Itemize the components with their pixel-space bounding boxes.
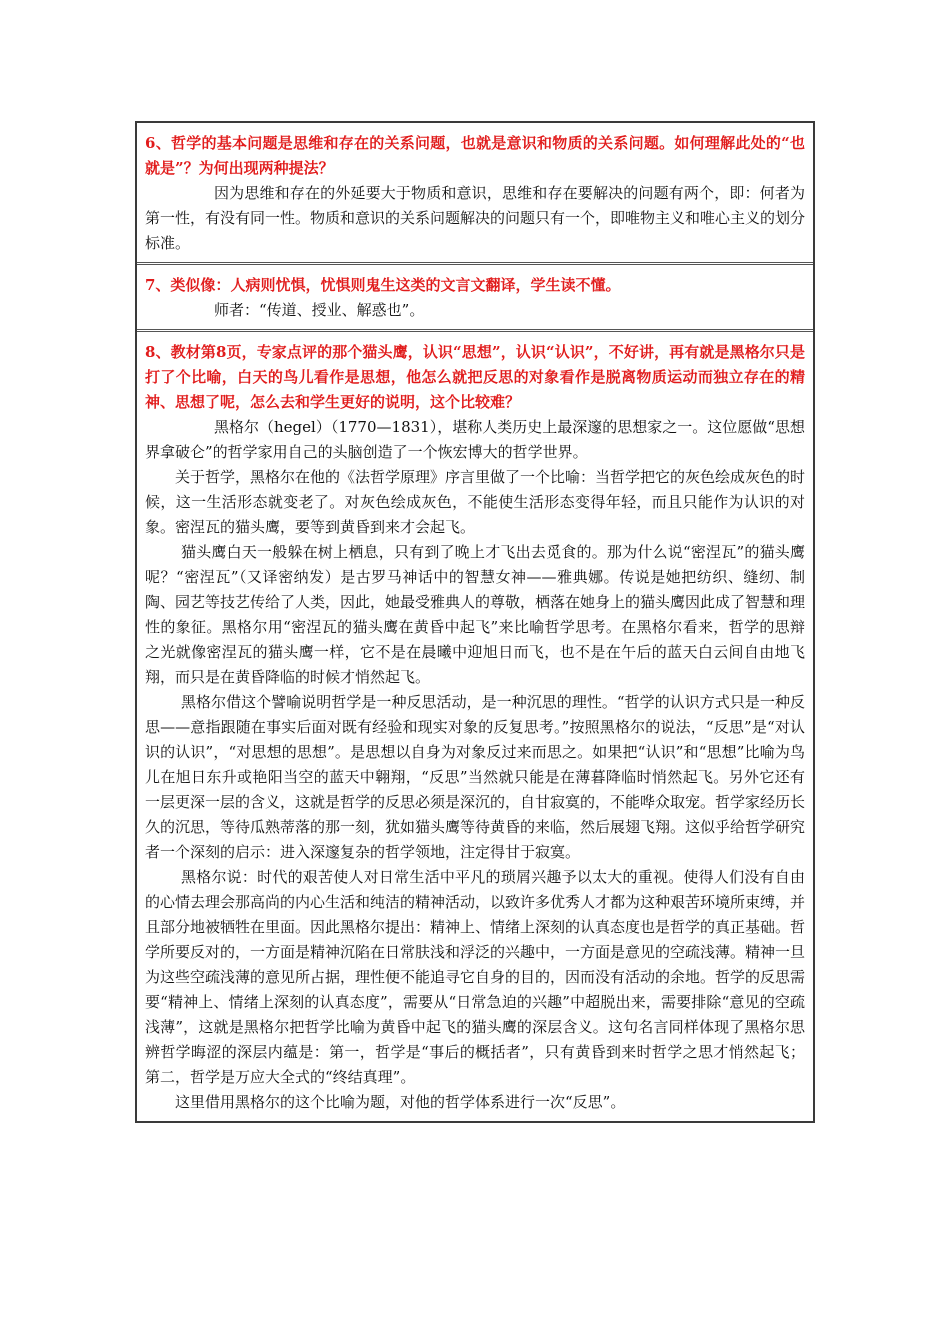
question-6: 6、哲学的基本问题是思维和存在的关系问题，也就是意识和物质的关系问题。如何理解此处的“也就是”？为何出现两种提法？ — [145, 134, 805, 177]
qa-table — [135, 121, 815, 1123]
answer-8-paragraph-3: 猫头鹰白天一般躲在树上栖息，只有到了晚上才飞出去觅食的。那为什么说“密涅瓦”的猫头鹰呢？“密涅瓦”（又译密纳发）是古罗马神话中的智慧女神——雅典娜。传说是她把纺织、缝纫、制陶、园艺等技艺传给了人类，因此，她最受雅典人的尊敬，栖落在她身上的猫头鹰因此成了智慧和理性的象征。黑格尔用“密涅瓦的猫头鹰在黄昏中起飞”来比喻哲学思考。在黑格尔看来，哲学的思辩之光就像密涅瓦的猫头鹰一样，它不是在晨曦中迎旭日而飞，也不是在午后的蓝天白云间自由地飞翔，而只是在黄昏降临的时候才悄然起飞。 — [145, 543, 806, 686]
answer-7-paragraph: 师者：“传道、授业、解惑也”。 — [214, 301, 425, 319]
answer-8-paragraph-1: 黑格尔（hegel）（1770—1831），堪称人类历史上最深邃的思想家之一。这位愿做“思想界拿破仑”的哲学家用自己的头脑创造了一个恢宏博大的哲学世界。 — [145, 418, 805, 461]
question-8: 8、教材第8页，专家点评的那个猫头鹰，认识“思想”，认识“认识”，不好讲，再有就是黑格尔只是打了个比喻，白天的鸟儿看作是思想，他怎么就把反思的对象看作是脱离物质运动而独立存在的精神、思想了呢，怎么去和学生更好的说明，这个比较难？ — [145, 343, 805, 411]
qa-item-8 — [137, 332, 813, 1121]
answer-8-paragraph-4: 黑格尔借这个譬喻说明哲学是一种反思活动，是一种沉思的理性。“哲学的认识方式只是一种反思——意指跟随在事实后面对既有经验和现实对象的反复思考。”按照黑格尔的说法，“反思”是“对认识的认识”，“对思想的思想”。是思想以自身为对象反过来而思之。如果把“认识”和“思想”比喻为鸟儿在旭日东升或艳阳当空的蓝天中翱翔，“反思”当然就只能是在薄暮降临时悄然起飞。另外它还有一层更深一层的含义，这就是哲学的反思必须是深沉的，自甘寂寞的，不能哗众取宠。哲学家经历长久的沉思，等待瓜熟蒂落的那一刻，犹如猫头鹰等待黄昏的来临，然后展翅飞翔。这似乎给哲学研究者一个深刻的启示：进入深邃复杂的哲学领地，注定得甘于寂寞。 — [145, 693, 806, 861]
answer-8-paragraph-5: 黑格尔说：时代的艰苦使人对日常生活中平凡的琐屑兴趣予以太大的重视。使得人们没有自由的心情去理会那高尚的内心生活和纯洁的精神活动，以致许多优秀人才都为这种艰苦环境所束缚，并且部分地被牺牲在里面。因此黑格尔提出：精神上、情绪上深刻的认真态度也是哲学的真正基础。哲学所要反对的，一方面是精神沉陷在日常肤浅和浮泛的兴趣中，一方面是意见的空疏浅薄。精神一旦为这些空疏浅薄的意见所占据，理性便不能追寻它自身的目的，因而没有活动的余地。哲学的反思需要“精神上、情绪上深刻的认真态度”，需要从“日常急迫的兴趣”中超脱出来，需要排除“意见的空疏浅薄”，这就是黑格尔把哲学比喻为黄昏中起飞的猫头鹰的深层含义。这句名言同样体现了黑格尔思辨哲学晦涩的深层内蕴是：第一，哲学是“事后的概括者”，只有黄昏到来时哲学之思才悄然起飞；第二，哲学是万应大全式的“终结真理”。 — [145, 868, 806, 1086]
answer-8-paragraph-6: 这里借用黑格尔的这个比喻为题，对他的哲学体系进行一次“反思”。 — [175, 1093, 626, 1111]
question-7: 7、类似像：人病则忧惧，忧惧则鬼生这类的文言文翻译，学生读不懂。 — [145, 276, 621, 294]
qa-item-6 — [137, 123, 813, 265]
qa-item-7 — [137, 265, 813, 332]
answer-6-paragraph: 因为思维和存在的外延要大于物质和意识，思维和存在要解决的问题有两个，即：何者为第一性，有没有同一性。物质和意识的关系问题解决的问题只有一个，即唯物主义和唯心主义的划分标准。 — [145, 184, 806, 252]
answer-8-paragraph-2: 关于哲学，黑格尔在他的《法哲学原理》序言里做了一个比喻：当哲学把它的灰色绘成灰色的时候，这一生活形态就变老了。对灰色绘成灰色，不能使生活形态变得年轻，而且只能作为认识的对象。密涅瓦的猫头鹰，要等到黄昏到来才会起飞。 — [145, 468, 806, 536]
